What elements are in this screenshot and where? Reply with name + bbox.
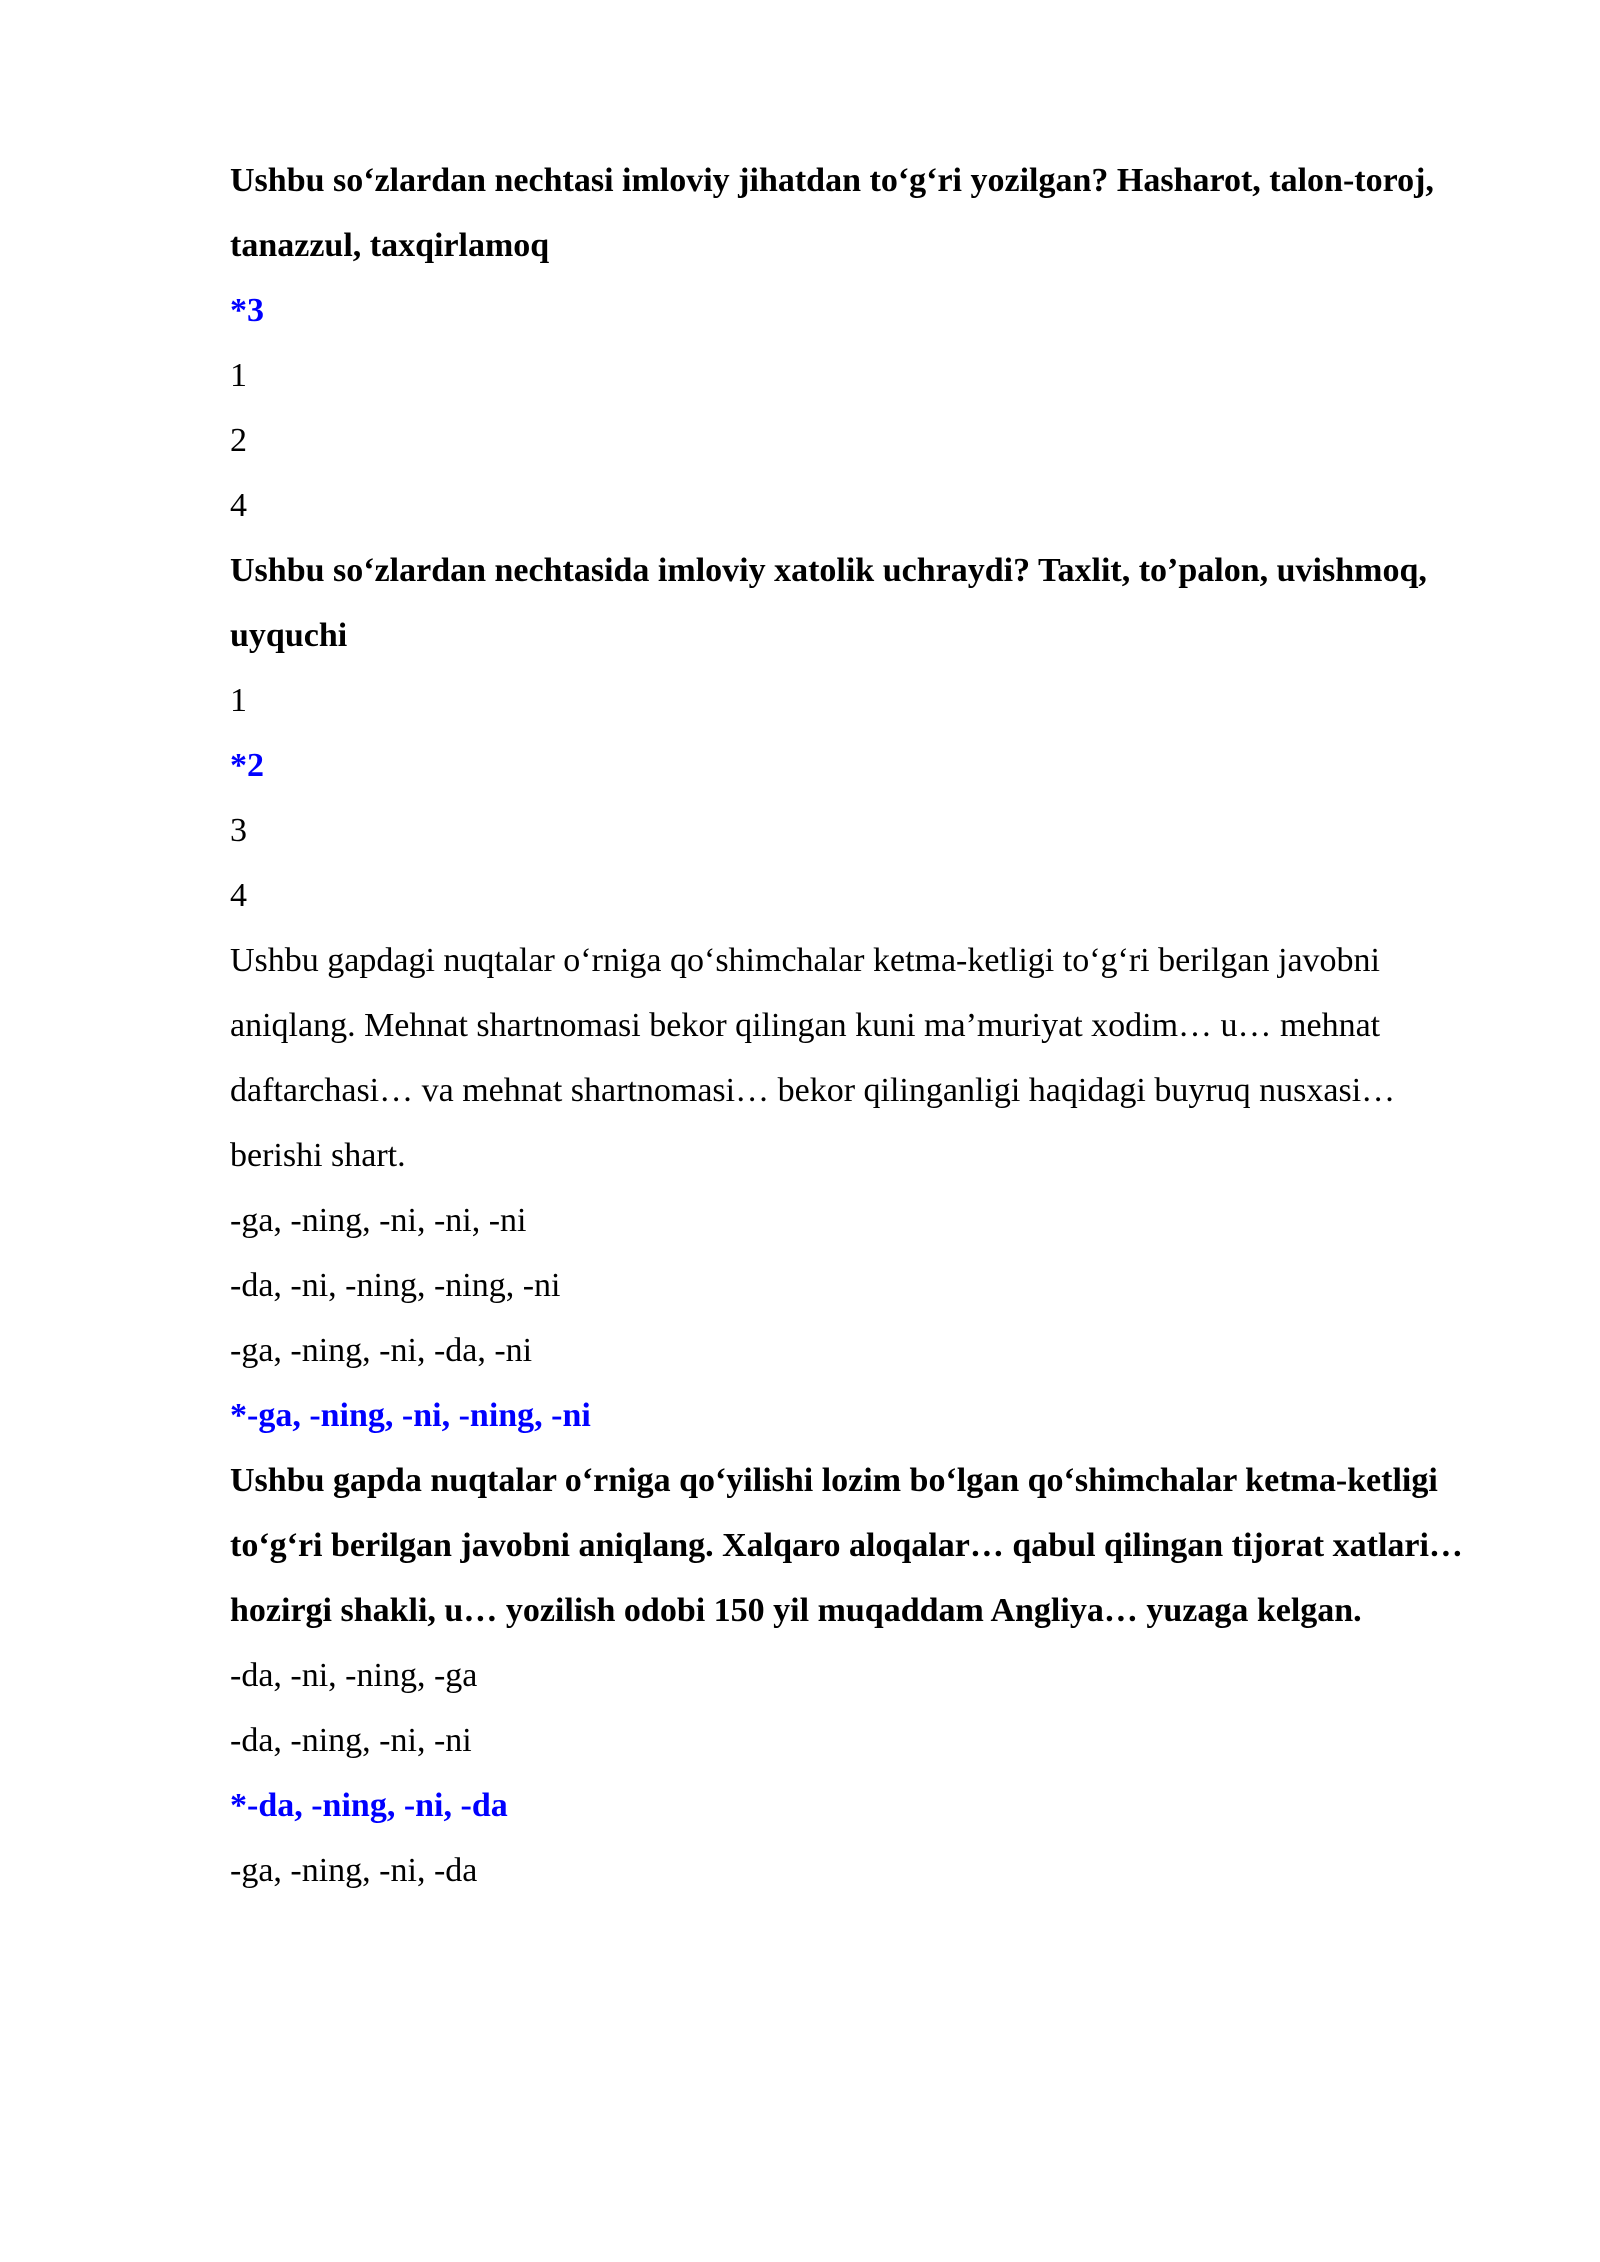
answer-option: 2 bbox=[230, 422, 247, 459]
answer-option: 1 bbox=[230, 357, 247, 394]
answer-option-correct: *-da, -ning, -ni, -da bbox=[230, 1787, 508, 1824]
answer-option: 1 bbox=[230, 682, 247, 719]
answer-option-correct: *2 bbox=[230, 747, 264, 784]
answer-option: -ga, -ning, -ni, -da bbox=[230, 1852, 478, 1889]
answer-option-correct: *-ga, -ning, -ni, -ning, -ni bbox=[230, 1397, 591, 1434]
answer-option: 4 bbox=[230, 877, 247, 914]
question-block-2 bbox=[230, 538, 1480, 928]
answer-option: 4 bbox=[230, 487, 247, 524]
question-block-4 bbox=[230, 1448, 1480, 1903]
question-text: Ushbu gapdagi nuqtalar o‘rniga qo‘shimchalar ketma-ketligi to‘g‘ri berilgan javobni aniqlang. Mehnat shartnomasi bekor qilingan kuni ma’muriyat xodim… u… mehnat daftarchasi… va mehnat shartnomasi… bekor qilinganligi haqidagi buyruq nusxasi… berishi shart. bbox=[230, 942, 1396, 1174]
answer-option-correct: *3 bbox=[230, 292, 264, 329]
answer-option: -da, -ni, -ning, -ga bbox=[230, 1657, 478, 1694]
answer-option: -ga, -ning, -ni, -da, -ni bbox=[230, 1332, 533, 1369]
answer-option: 3 bbox=[230, 812, 247, 849]
question-block-1 bbox=[230, 148, 1480, 538]
answer-option: -da, -ni, -ning, -ning, -ni bbox=[230, 1267, 561, 1304]
question-text: Ushbu so‘zlardan nechtasida imloviy xatolik uchraydi? Taxlit, to’palon, uvishmoq, uyquchi bbox=[230, 552, 1427, 654]
answer-option: -da, -ning, -ni, -ni bbox=[230, 1722, 472, 1759]
document-content bbox=[230, 148, 1480, 1903]
question-text: Ushbu so‘zlardan nechtasi imloviy jihatdan to‘g‘ri yozilgan? Hasharot, talon-toroj, tanazzul, taxqirlamoq bbox=[230, 162, 1434, 264]
answer-option: -ga, -ning, -ni, -ni, -ni bbox=[230, 1202, 527, 1239]
question-text: Ushbu gapda nuqtalar o‘rniga qo‘yilishi lozim bo‘lgan qo‘shimchalar ketma-ketligi to‘g‘ri berilgan javobni aniqlang. Xalqaro aloqalar… qabul qilingan tijorat xatlari… hozirgi shakli, u… yozilish odobi 150 yil muqaddam Angliya… yuzaga kelgan. bbox=[230, 1462, 1463, 1629]
question-block-3 bbox=[230, 928, 1480, 1448]
